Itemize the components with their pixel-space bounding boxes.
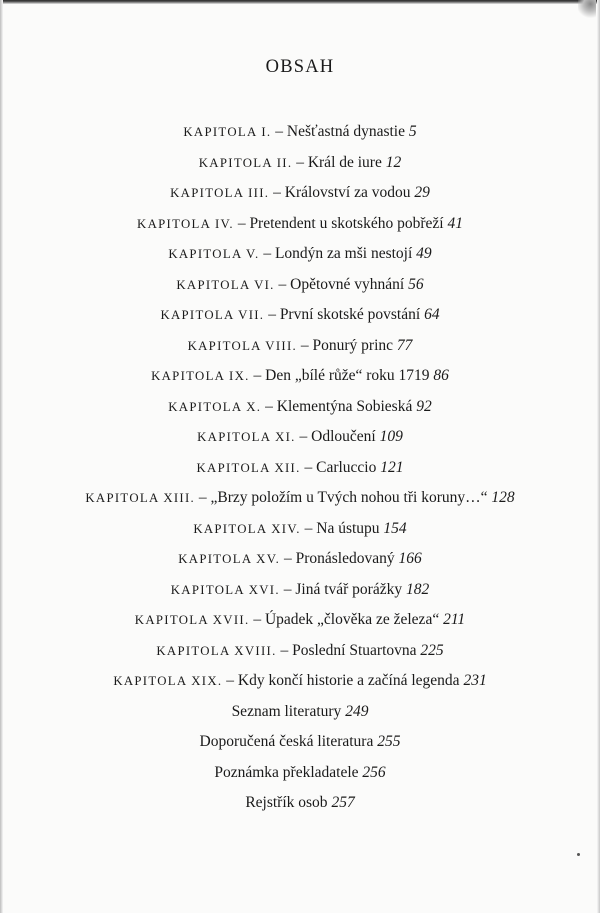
toc-entry <box>0 152 600 183</box>
corner-smudge <box>578 0 596 20</box>
chapter-number: KAPITOLA IX. <box>151 369 250 383</box>
dust-speck <box>577 853 580 856</box>
chapter-number: KAPITOLA XVI. <box>170 582 280 597</box>
page-number: 77 <box>396 336 413 354</box>
toc-entry <box>0 609 600 640</box>
chapter-number: KAPITOLA XVII. <box>134 613 250 627</box>
chapter-number: KAPITOLA XIII. <box>85 491 196 505</box>
page-number: 154 <box>383 519 407 537</box>
chapter-title: – Jiná tvář porážky <box>283 580 403 598</box>
chapter-title: – Den „bílé růže“ roku 1719 <box>253 367 430 384</box>
chapter-title: – Na ústupu <box>304 519 380 537</box>
page-number: 49 <box>416 245 432 262</box>
chapter-number: KAPITOLA II. <box>198 155 293 170</box>
page-number: 128 <box>491 489 515 506</box>
page-number: 249 <box>345 702 369 720</box>
toc-entry <box>0 487 600 518</box>
toc-entry <box>0 518 600 549</box>
chapter-title: – Odloučení <box>299 428 376 445</box>
toc-entry <box>0 365 600 396</box>
page-number: 256 <box>362 763 386 781</box>
page-number: 41 <box>447 214 463 232</box>
toc-entry <box>0 396 600 427</box>
chapter-title: – Nešťastná dynastie <box>275 123 405 140</box>
chapter-number: KAPITOLA VIII. <box>187 338 298 353</box>
page-number: 211 <box>443 611 466 628</box>
toc-entry <box>0 762 600 793</box>
chapter-title: – Úpadek „člověka ze železa“ <box>253 611 440 628</box>
scan-top-edge <box>0 0 600 4</box>
page-number: 231 <box>463 672 487 689</box>
chapter-number: KAPITOLA XIX. <box>113 674 223 688</box>
toc-entry <box>0 548 600 579</box>
page-number: 255 <box>377 733 401 750</box>
toc-entry <box>0 670 600 701</box>
chapter-number: KAPITOLA XV. <box>178 552 281 566</box>
toc-entry <box>0 426 600 457</box>
chapter-title: – Opětovné vyhnání <box>278 275 405 293</box>
chapter-number: KAPITOLA I. <box>183 125 272 139</box>
chapter-number: KAPITOLA V. <box>168 247 260 261</box>
toc-entry <box>0 274 600 305</box>
chapter-title: – Londýn za mši nestojí <box>263 245 413 262</box>
chapter-number: KAPITOLA X. <box>168 399 262 414</box>
chapter-number: KAPITOLA IV. <box>137 216 234 231</box>
chapter-title: – Kdy končí historie a začíná legenda <box>226 672 460 689</box>
chapter-title: Poznámka překladatele <box>214 763 359 781</box>
page-number: 182 <box>405 580 430 598</box>
toc-entry <box>0 792 600 823</box>
chapter-number: KAPITOLA XII. <box>196 460 301 475</box>
toc-entry <box>0 243 600 274</box>
page-number: 109 <box>379 428 403 445</box>
chapter-title: Doporučená česká literatura <box>199 733 374 750</box>
page-number: 166 <box>398 550 422 567</box>
chapter-number: KAPITOLA XI. <box>197 430 296 444</box>
chapter-number: KAPITOLA III. <box>170 186 270 200</box>
chapter-title: Rejstřík osob <box>245 794 328 811</box>
toc-entry <box>0 701 600 732</box>
page-number: 12 <box>385 153 402 171</box>
chapter-title: – Pronásledovaný <box>283 550 395 567</box>
toc-entry <box>0 304 600 335</box>
chapter-number: KAPITOLA VII. <box>160 308 265 322</box>
toc-entry <box>0 731 600 762</box>
toc-entry <box>0 335 600 366</box>
toc-entry <box>0 457 600 488</box>
chapter-title: – Pretendent u skotského pobřeží <box>237 214 444 232</box>
toc-entry <box>0 213 600 244</box>
page-title: OBSAH <box>265 57 335 77</box>
page-number: 29 <box>414 184 430 201</box>
page-number: 92 <box>416 397 432 415</box>
chapter-number: KAPITOLA VI. <box>176 277 275 292</box>
table-of-contents <box>0 121 600 823</box>
chapter-title: – Ponurý princ <box>300 336 394 354</box>
chapter-title: – Klementýna Sobieská <box>265 397 413 415</box>
chapter-title: – Carluccio <box>304 458 377 476</box>
page-number: 257 <box>331 794 355 811</box>
chapter-title: Seznam literatury <box>231 702 342 720</box>
page-number: 225 <box>420 641 444 659</box>
toc-entry <box>0 640 600 671</box>
toc-entry <box>0 579 600 610</box>
toc-entry <box>0 121 600 152</box>
page-number: 5 <box>408 123 417 140</box>
page-number: 64 <box>424 306 440 323</box>
chapter-title: – První skotské povstání <box>268 306 421 323</box>
chapter-title: – „Brzy položím u Tvých nohou tři koruny…“ <box>198 489 488 506</box>
chapter-title: – Král de iure <box>296 153 382 171</box>
page-number: 56 <box>408 275 424 293</box>
page-number: 121 <box>380 458 404 476</box>
chapter-number: KAPITOLA XVIII. <box>156 643 277 658</box>
toc-entry <box>0 182 600 213</box>
chapter-number: KAPITOLA XIV. <box>193 521 301 536</box>
chapter-title: – Království za vodou <box>273 184 411 201</box>
page-number: 86 <box>433 367 449 384</box>
chapter-title: – Poslední Stuartovna <box>280 641 417 659</box>
